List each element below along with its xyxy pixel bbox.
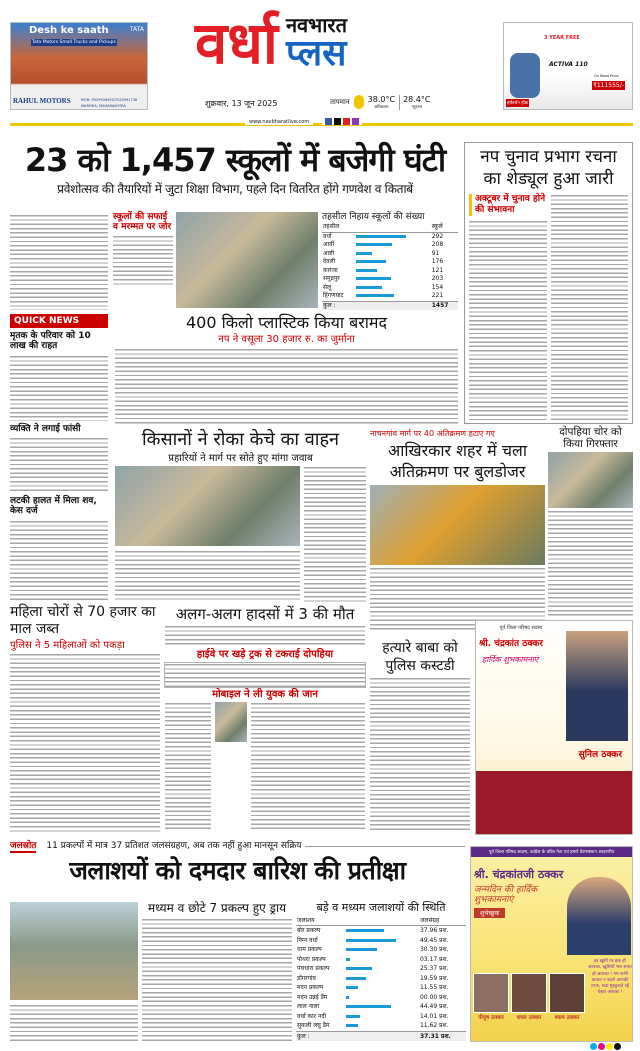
- row-label: धाम प्रकल्प: [297, 946, 322, 954]
- tata-ad-subtitle: Tata Motors Small Trucks and Pickups: [32, 40, 116, 45]
- farmers-content: [115, 466, 366, 602]
- table-row: [296, 926, 466, 936]
- row-value: 121: [431, 266, 444, 274]
- temp-label: तापमान: [330, 98, 350, 106]
- water-sub: मध्यम व छोटे 7 प्रकल्प हुए ड्राय: [147, 901, 287, 915]
- temp-min-label: न्यूनतम: [411, 104, 422, 109]
- date: शुक्रवार, 13 जून 2025: [205, 99, 278, 108]
- value-bar: [356, 294, 394, 297]
- dealer-location: WARDHA, MAHARASHTRA: [81, 104, 126, 108]
- value-bar: [356, 277, 391, 280]
- total-row: [296, 1031, 466, 1041]
- school-table-title: तहसील निहाय स्कूलों की संख्या: [322, 212, 425, 222]
- row-label: सेलू: [323, 283, 332, 291]
- value-bar: [356, 243, 392, 246]
- tata-ad[interactable]: [10, 22, 148, 110]
- right-box: [464, 142, 633, 424]
- total-label: कुल :: [323, 301, 336, 309]
- right-box-headline: नप चुनाव प्रभाग रचना का शेड्यूल हुआ जारी: [480, 147, 617, 190]
- accidents-body: [165, 625, 365, 647]
- accidents-headline: अलग-अलग हादसों में 3 की मौत: [175, 605, 355, 623]
- color-registration-marks: [590, 1043, 621, 1050]
- value-bar: [346, 986, 358, 989]
- value-bar: [346, 977, 366, 980]
- row-bar-cell: [345, 955, 419, 965]
- table-row: [322, 258, 458, 267]
- row-bar-cell: [345, 1021, 419, 1031]
- thief-photo: [548, 452, 633, 508]
- reservoir-col-name: जलाशय: [297, 916, 315, 924]
- big-ad-people: [473, 973, 585, 1021]
- logo-top: नवभारत: [285, 13, 347, 37]
- table-row: [322, 250, 458, 259]
- row-bar-cell: [355, 275, 431, 284]
- big-ad-top: पूर्व जिला परिषद सदस्य, कांग्रेस के वरिष्ठ नेता एवं हमारे प्रेरणास्थान आदरणीय: [471, 847, 632, 857]
- facebook-icon[interactable]: [325, 118, 332, 125]
- temp-max: 38.0°C: [367, 95, 396, 104]
- row-label: वर्धा: [323, 232, 332, 240]
- value-bar: [356, 260, 386, 263]
- temp-max-group: [368, 95, 395, 110]
- tata-brand: TATA: [129, 26, 144, 33]
- big-ad-name: श्री. चंद्रकांतजी ठक्कर: [474, 868, 564, 881]
- website[interactable]: www.navbharatlive.com: [245, 119, 313, 125]
- row-value: 44.49 प्रश.: [419, 1003, 449, 1011]
- mobile-body: [165, 702, 211, 832]
- row-bar-cell: [355, 250, 431, 259]
- farmers-subhead: प्रहारियों ने मार्ग पर सोते हुए मांगा जवाब: [168, 452, 313, 464]
- row-label: पंचधारा प्रकल्प: [297, 965, 330, 973]
- row-value: 176: [431, 258, 444, 266]
- row-value: 03.17 प्रश.: [419, 955, 449, 963]
- thief-story: [548, 426, 633, 618]
- row-label: आर्वी: [323, 241, 335, 249]
- row-value: 49.45 प्रश.: [419, 936, 449, 944]
- encroach-kicker: नाचनगांव मार्ग पर 40 अतिक्रमण हटाए गए: [370, 429, 495, 438]
- person-card: [473, 973, 509, 1021]
- row-bar-cell: [355, 258, 431, 267]
- right-box-left-col: [469, 194, 547, 420]
- table-row: [296, 964, 466, 974]
- encroach-story: [370, 428, 545, 632]
- mobile-subhead: मोबाइल ने ली युवक की जान: [212, 688, 318, 700]
- row-value: 19.59 प्रश.: [419, 974, 449, 982]
- dealer-name: RAHUL MOTORS: [13, 97, 71, 105]
- value-bar: [346, 1005, 390, 1008]
- person-name: पीयूष ठक्कर: [478, 1015, 504, 1021]
- table-row: [322, 275, 458, 284]
- table-row: [296, 955, 466, 965]
- honda-dealer: हर्षवर्धन होंडा: [507, 101, 529, 106]
- row-value: 00.00 प्रश.: [419, 993, 449, 1001]
- row-label: निम्न वर्धा: [297, 936, 318, 944]
- total-label: कुल :: [297, 1032, 310, 1040]
- reservoir-col-level: जलसंग्रह: [419, 916, 440, 924]
- table-row: [322, 241, 458, 250]
- row-label: लाल नाला: [297, 1003, 320, 1011]
- row-label: समुद्रपुर: [323, 275, 340, 283]
- value-bar: [346, 948, 376, 951]
- row-value: 221: [431, 292, 444, 300]
- row-label: आष्टी: [323, 249, 335, 257]
- women-subhead: पुलिस ने 5 महिलाओं को पकड़ा: [10, 639, 125, 651]
- school-table: [322, 212, 458, 310]
- lead-headline: 23 को 1,457 स्कूलों में बजेगी घंटी: [24, 141, 446, 179]
- school-photo-caption-group: [113, 212, 173, 285]
- quick-news-3: लटकी हालत में मिला शव, केस दर्ज: [10, 496, 97, 517]
- small-ad-greeting: हार्दिक शुभकामनाएं: [482, 655, 539, 664]
- temp-min: 28.4°C: [403, 95, 431, 104]
- row-bar-cell: [355, 284, 431, 293]
- right-box-columns: [469, 194, 628, 420]
- honda-model: ACTIVA 110: [549, 61, 588, 68]
- baba-body: [370, 677, 470, 832]
- small-ad-from: सुनिल ठक्कर: [578, 750, 622, 760]
- water-headline: जलाशयों को दमदार बारिश की प्रतीक्षा: [69, 856, 406, 885]
- honda-ad[interactable]: [503, 22, 633, 110]
- farmers-left: [115, 466, 300, 602]
- dam-photo: [10, 902, 138, 1000]
- water-body-left: [10, 1004, 138, 1042]
- row-bar-cell: [345, 926, 419, 936]
- row-value: 37.96 प्रश.: [419, 927, 449, 935]
- big-ad-portrait: [567, 877, 631, 955]
- table-row: [296, 936, 466, 946]
- right-box-body-2: [551, 194, 629, 420]
- row-bar-cell: [355, 292, 431, 301]
- row-bar-cell: [345, 936, 419, 946]
- logo-main: वर्धा: [195, 9, 278, 77]
- farmers-body-2: [115, 550, 300, 602]
- birthday-ad-big[interactable]: [470, 846, 633, 1042]
- women-story: [10, 604, 160, 832]
- value-bar: [356, 269, 377, 272]
- right-box-subhead: अक्टूबर में चुनाव होने की संभावना: [469, 194, 547, 216]
- row-bar-cell: [345, 945, 419, 955]
- honda-ad-headline: 3 YEAR FREE: [544, 35, 580, 41]
- quick-news-2: व्यक्ति ने लगाई फांसी: [10, 423, 81, 434]
- logo-bottom: प्लस: [285, 33, 347, 74]
- row-label: मदन प्रकल्प: [297, 984, 324, 992]
- quick-news-2-body: [10, 437, 108, 493]
- table-row: [322, 292, 458, 301]
- highway-body: [165, 663, 365, 687]
- value-bar: [356, 286, 382, 289]
- scooter-image: [510, 53, 540, 98]
- birthday-ad-small[interactable]: [475, 620, 633, 835]
- mobile-content: [165, 702, 365, 832]
- reservoir-table: [296, 902, 466, 1041]
- quick-news-3-body: [10, 520, 108, 602]
- row-value: 91: [431, 249, 440, 257]
- small-ad-text: [479, 625, 563, 665]
- value-bar: [346, 1015, 360, 1018]
- value-bar: [346, 929, 384, 932]
- temp-min-group: [399, 95, 430, 110]
- total-row: [322, 301, 458, 310]
- row-label: डोंगरगांव: [297, 974, 316, 982]
- row-bar-cell: [345, 1002, 419, 1012]
- table-row: [322, 267, 458, 276]
- value-bar: [346, 967, 371, 970]
- person-photo: [473, 973, 509, 1013]
- dealer-mob: MOB: 9529906494/7020591738: [81, 98, 138, 102]
- row-value: 30.30 प्रश.: [419, 946, 449, 954]
- person-name: श्याम ठक्कर: [554, 1015, 580, 1021]
- price-label: On Road Price: [594, 74, 619, 78]
- school-col-tehsil: तहसील: [323, 223, 340, 231]
- value-bar: [356, 252, 372, 255]
- row-value: 25.37 प्रश.: [419, 965, 449, 973]
- farmers-photo: [115, 466, 300, 546]
- table-row: [296, 945, 466, 955]
- school-col-count: स्कूलें: [431, 223, 443, 231]
- row-label: कारंजा: [323, 266, 338, 274]
- big-ad-poem: हर खुशी पर हक हो आपका, खुशियों भरा सफर हो आपका ! गम कभी करवट न बदले आपकी तरफ, सदा मुस्कुराते रहें चेहरा आपका !: [588, 959, 632, 996]
- table-row: [296, 1012, 466, 1022]
- row-value: 292: [431, 232, 444, 240]
- bulldozer-photo: [370, 485, 545, 565]
- mobile-body-2: [251, 702, 365, 832]
- farmers-story: [115, 430, 366, 602]
- thermometer-icon: [354, 95, 364, 109]
- quick-news: [10, 314, 108, 602]
- row-bar-cell: [355, 241, 431, 250]
- row-label: बोर प्रकल्प: [297, 927, 321, 935]
- row-value: 208: [431, 241, 444, 249]
- x-icon[interactable]: [334, 118, 341, 125]
- table-row: [296, 993, 466, 1003]
- table-row: [296, 983, 466, 993]
- youtube-icon[interactable]: [343, 118, 350, 125]
- small-ad-name: श्री. चंद्रकांत ठक्कर: [479, 639, 543, 649]
- women-body: [10, 653, 160, 832]
- quick-news-1: मृतक के परिवार को 10 लाख की राहत: [10, 331, 91, 352]
- small-ad-top: पूर्व जिला परिषद सदस्य: [499, 625, 543, 631]
- person-name: धवल ठक्कर: [516, 1015, 542, 1021]
- value-bar: [356, 235, 406, 238]
- baba-headline: हत्यारे बाबा को पुलिस कस्टडी: [382, 640, 458, 674]
- person-card: [511, 973, 547, 1021]
- right-box-body: [469, 220, 547, 420]
- row-label: वर्धा कार नदी: [297, 1012, 327, 1020]
- lead-subhead: प्रवेशोत्सव की तैयारियों में जुटा शिक्षा विभाग, पहले दिन वितरित होंगे गणवेश व किताबें: [57, 181, 413, 196]
- honda-price: ₹111555/-: [593, 82, 624, 89]
- person-card: [549, 973, 585, 1021]
- row-bar-cell: [345, 993, 419, 1003]
- row-label: हिंगणघाट: [323, 292, 344, 300]
- temperature: [330, 95, 430, 110]
- value-bar: [346, 958, 349, 961]
- women-headline: महिला चोरों से 70 हजार का माल जब्त: [10, 604, 156, 637]
- value-bar: [346, 1024, 358, 1027]
- row-bar-cell: [355, 267, 431, 276]
- table-row: [296, 1002, 466, 1012]
- farmers-headline: किसानों ने रोका केचे का वाहन: [141, 429, 340, 450]
- row-value: 11.62 प्रश.: [419, 1022, 449, 1030]
- table-row: [296, 1021, 466, 1031]
- row-bar-cell: [345, 964, 419, 974]
- person-photo: [511, 973, 547, 1013]
- big-ad-label: शुभेच्छुक: [474, 908, 505, 918]
- logo-side: [286, 14, 347, 72]
- encroach-headline: आखिरकार शहर में चला अतिक्रमण पर बुलडोजर: [387, 441, 527, 481]
- social-icons: [322, 118, 362, 125]
- farmers-body: [304, 466, 366, 602]
- value-bar: [346, 996, 349, 999]
- plastic-headline: 400 किलो प्लास्टिक किया बरामद: [186, 313, 387, 332]
- table-row: [322, 232, 458, 241]
- tata-ad-title: Desh ke saath: [29, 25, 109, 36]
- water-strap-row: [10, 838, 465, 853]
- row-value: 203: [431, 275, 444, 283]
- small-ad-band: [476, 771, 632, 834]
- small-ad-portrait: [566, 631, 628, 741]
- plastic-body: [115, 348, 458, 426]
- school-photo-caption: स्कूलों की सफाई व मरम्मत पर जोर: [113, 212, 172, 233]
- school-photo: [176, 212, 318, 308]
- lead-body: [10, 214, 108, 310]
- water-strap: 11 प्रकल्पों में मात्र 37 प्रतिशत जलसंग्रहण, अब तक नहीं हुआ मानसून सक्रिय: [42, 838, 305, 851]
- plastic-story: [115, 314, 458, 426]
- row-value: 154: [431, 283, 444, 291]
- logo: [195, 9, 347, 77]
- total-value: 1457: [431, 301, 449, 309]
- big-ad-greeting: जन्मदिन की हार्दिक शुभकामनाएं: [474, 884, 538, 905]
- photo-caption-body: [113, 235, 173, 285]
- lead-heading-group: [10, 142, 460, 197]
- instagram-icon[interactable]: [352, 118, 359, 125]
- row-bar-cell: [345, 1012, 419, 1022]
- row-bar-cell: [345, 974, 419, 984]
- value-bar: [346, 939, 395, 942]
- highway-subhead: हाईवे पर खड़े ट्रक से टकराई दोपहिया: [196, 649, 334, 661]
- baba-story: [370, 640, 470, 832]
- plastic-subhead: नप ने वसूला 30 हजार रु. का जुर्माना: [218, 334, 355, 346]
- temp-max-label: अधिकतम: [374, 104, 389, 109]
- person-photo: [549, 973, 585, 1013]
- victim-photo: [215, 702, 247, 742]
- big-ad-text: [474, 869, 566, 918]
- water-section-label: जलस्रोत: [10, 838, 36, 853]
- row-value: 11.55 प्रश.: [419, 984, 449, 992]
- row-label: मदन उन्नई डैम: [297, 993, 328, 1001]
- water-body-mid: [142, 918, 292, 1042]
- row-value: 14.01 प्रश.: [419, 1012, 449, 1020]
- water-mid: [142, 902, 292, 1042]
- quick-news-label: QUICK NEWS: [10, 314, 108, 328]
- row-label: सुकली लघु डैम: [297, 1022, 330, 1030]
- table-row: [296, 974, 466, 984]
- row-label: पोथरा प्रकल्प: [297, 955, 326, 963]
- reservoir-table-title: बड़े व मध्यम जलाशयों की स्थिति: [316, 901, 446, 914]
- thief-headline: दोपहिया चोर को किया गिरफ्तार: [559, 426, 622, 451]
- total-value: 37.31 प्रश.: [419, 1032, 451, 1040]
- quick-news-1-body: [10, 355, 108, 421]
- thief-body: [548, 510, 633, 618]
- row-bar-cell: [345, 983, 419, 993]
- row-label: देवली: [323, 258, 336, 266]
- accidents-story: [165, 606, 365, 832]
- row-bar-cell: [355, 232, 431, 241]
